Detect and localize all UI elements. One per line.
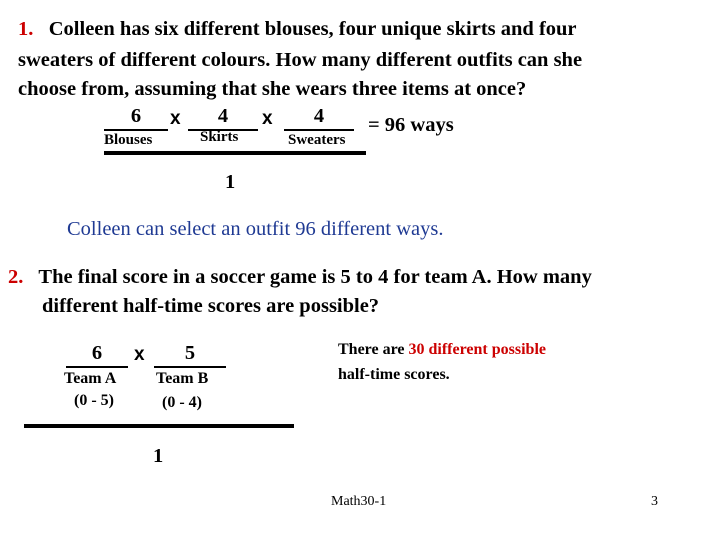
q1-label-sweaters: Sweaters <box>288 132 346 148</box>
q1-blank-sweaters: 4 <box>284 104 354 131</box>
q1-label-blouses: Blouses <box>104 132 153 148</box>
q1-times-2: x <box>262 108 273 129</box>
q1-result: = 96 ways <box>368 114 454 136</box>
question-1-line-1: Colleen has six different blouses, four unique skirts and four <box>48 18 577 40</box>
q2-answer-line-2: half-time scores. <box>338 366 450 383</box>
question-2-line-1: The final score in a soccer game is 5 to 4 for team A. How many <box>38 266 592 288</box>
q2-denominator: 1 <box>153 445 164 467</box>
question-1-number: 1. <box>18 18 34 40</box>
question-1-line-2: sweaters of different colours. How many different outfits can she <box>18 49 583 71</box>
q1-label-skirts: Skirts <box>200 129 239 145</box>
q1-denominator: 1 <box>225 171 236 193</box>
footer-page-number: 3 <box>651 494 658 509</box>
q2-label-team-b: Team B <box>156 370 209 387</box>
q2-answer-line-1: There are 30 different possible <box>338 341 546 358</box>
question-2 <box>8 265 592 290</box>
q1-blank-skirts: 4 <box>188 104 258 131</box>
q1-fraction-bar <box>104 151 366 155</box>
q2-fraction-bar <box>24 424 294 428</box>
question-2-number: 2. <box>8 266 24 288</box>
q2-range-team-a: (0 - 5) <box>74 392 114 409</box>
question-2-line-2: different half-time scores are possible? <box>42 295 380 317</box>
q2-blank-team-b: 5 <box>154 341 226 368</box>
q2-blank-team-a: 6 <box>66 341 128 368</box>
q1-times-1: x <box>170 108 181 129</box>
footer-course: Math30-1 <box>331 494 387 509</box>
question-1 <box>18 17 577 42</box>
q1-answer: Colleen can select an outfit 96 different ways. <box>67 218 444 240</box>
question-1-line-3: choose from, assuming that she wears three items at once? <box>18 78 527 100</box>
q2-label-team-a: Team A <box>64 370 117 387</box>
q2-times: x <box>134 344 145 365</box>
q2-range-team-b: (0 - 4) <box>162 394 202 411</box>
q2-answer-highlight: 30 different possible <box>408 341 546 358</box>
q1-blank-blouses: 6 <box>104 104 168 131</box>
